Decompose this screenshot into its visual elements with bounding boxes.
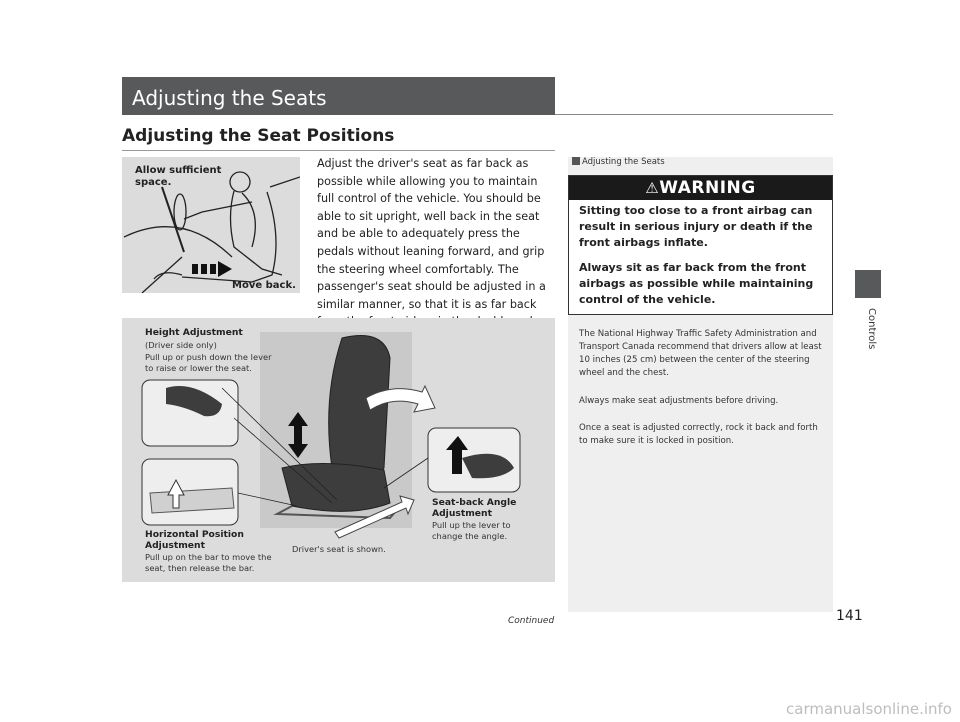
seat-caption: Driver's seat is shown. [292, 544, 386, 554]
height-adjustment-desc: Pull up or push down the lever to raise or lower the seat. [145, 352, 272, 373]
side-note-heading: Adjusting the Seats [572, 157, 665, 167]
continued-label: Continued [508, 616, 555, 626]
warning-banner [569, 176, 832, 200]
chapter-title: Adjusting the Seats [132, 86, 327, 110]
side-tab-marker [855, 270, 881, 298]
height-adjustment-title: Height Adjustment [145, 327, 243, 338]
note-text-1: The National Highway Traffic Safety Administration and Transport Canada recommend that drivers allow at least 10 inches (25 cm) between the center of the steering wheel and the chest. [579, 329, 822, 378]
warning-text-2: Always sit as far back from the front airbags as possible while maintaining control of the vehicle. [579, 261, 814, 306]
watermark: carmanualsonline.info [786, 700, 952, 718]
page-number: 141 [836, 608, 863, 624]
height-adjustment-sub: (Driver side only) [145, 340, 217, 350]
header-rule [555, 114, 833, 115]
warning-triangle-icon: ⚠ [645, 179, 660, 197]
note-text-2: Always make seat adjustments before driving. [579, 396, 779, 406]
chapter-header-bar [122, 77, 555, 115]
seatback-adjustment-title: Seat-back Angle Adjustment [432, 497, 517, 519]
allow-space-label: Allow sufficient space. [135, 165, 222, 188]
reference-marker-icon [572, 157, 580, 165]
move-back-label: Move back. [232, 280, 296, 291]
warning-text-1: Sitting too close to a front airbag can result in serious injury or death if the front airbags inflate. [579, 204, 813, 249]
side-tab-label: Controls [866, 308, 877, 350]
note-text-3: Once a seat is adjusted correctly, rock it back and forth to make sure it is locked in position. [579, 423, 818, 446]
horizontal-adjustment-title: Horizontal Position Adjustment [145, 529, 244, 551]
warning-title: WARNING [659, 178, 756, 198]
body-paragraph: Adjust the driver's seat as far back as possible while allowing you to maintain full control of the vehicle. You should be able to sit upright, well back in the seat and be able to adequately press the pedals without leaning forward, and grip the steering wheel comfortably. The passenger's seat should be adjusted in a similar manner, so that it is as far back [317, 157, 546, 311]
seatback-adjustment-desc: Pull up the lever to change the angle. [432, 520, 511, 541]
horizontal-adjustment-desc: Pull up on the bar to move the seat, then release the bar. [145, 552, 272, 573]
section-title-rule [122, 150, 555, 151]
move-back-arrow-icon [192, 261, 232, 277]
section-title: Adjusting the Seat Positions [122, 126, 395, 146]
